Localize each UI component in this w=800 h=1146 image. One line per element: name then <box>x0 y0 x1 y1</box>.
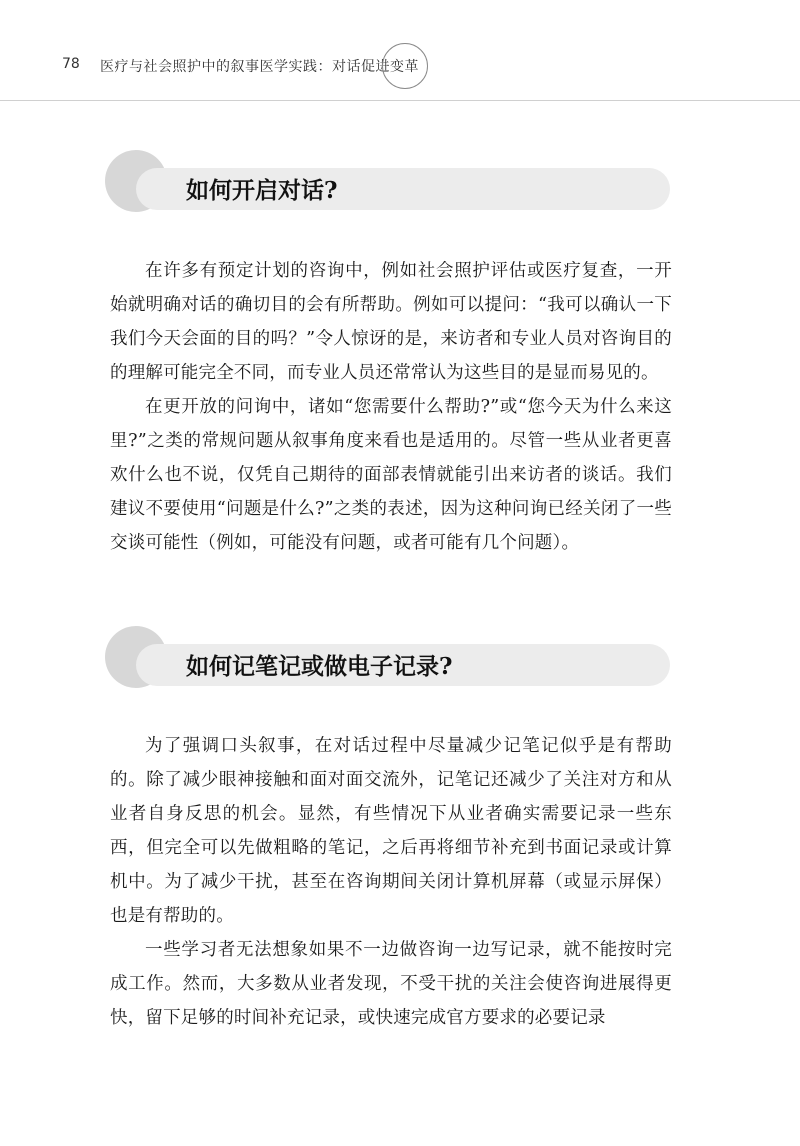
header-divider <box>0 100 800 101</box>
section-title: 如何开启对话? <box>186 177 338 204</box>
section-title: 如何记笔记或做电子记录? <box>186 653 453 680</box>
section-heading-1 <box>0 150 800 240</box>
paragraph: 为了强调口头叙事，在对话过程中尽量减少记笔记似乎是有帮助的。除了减少眼神接触和面对面交流外，记笔记还减少了关注对方和从业者自身反思的机会。显然，有些情况下从业者确实需要记录一些东西，但完全可以先做粗略的笔记，之后再将细节补充到书面记录或计算机中。为了减少干扰，甚至在咨询期间关闭计算机屏幕（或显示屏保）也是有帮助的。 <box>110 736 672 926</box>
header-circle-ornament <box>382 43 428 89</box>
paragraph: 一些学习者无法想象如果不一边做咨询一边写记录，就不能按时完成工作。然而，大多数从业者发现，不受干扰的关注会使咨询进展得更快，留下足够的时间补充记录，或快速完成官方要求的必要记录 <box>110 940 672 1028</box>
section-body-2 <box>110 729 672 1035</box>
page-header <box>0 0 800 110</box>
paragraph: 在更开放的问询中，诸如“您需要什么帮助?”或“您今天为什么来这里?”之类的常规问题从叙事角度来看也是适用的。尽管一些从业者更喜欢什么也不说，仅凭自己期待的面部表情就能引出来访者的谈话。我们建议不要使用“问题是什么?”之类的表述，因为这种问询已经关闭了一些交谈可能性（例如，可能没有问题，或者可能有几个问题）。 <box>110 397 672 553</box>
section-body-1 <box>110 254 672 560</box>
running-title: 医疗与社会照护中的叙事医学实践：对话促进变革 <box>100 59 419 75</box>
paragraph: 在许多有预定计划的咨询中，例如社会照护评估或医疗复查，一开始就明确对话的确切目的会有所帮助。例如可以提问：“我可以确认一下我们今天会面的目的吗？”令人惊讶的是，来访者和专业人员对咨询目的的理解可能完全不同，而专业人员还常常认为这些目的是显而易见的。 <box>110 261 672 383</box>
page-number: 78 <box>62 56 80 72</box>
section-heading-2 <box>0 626 800 716</box>
